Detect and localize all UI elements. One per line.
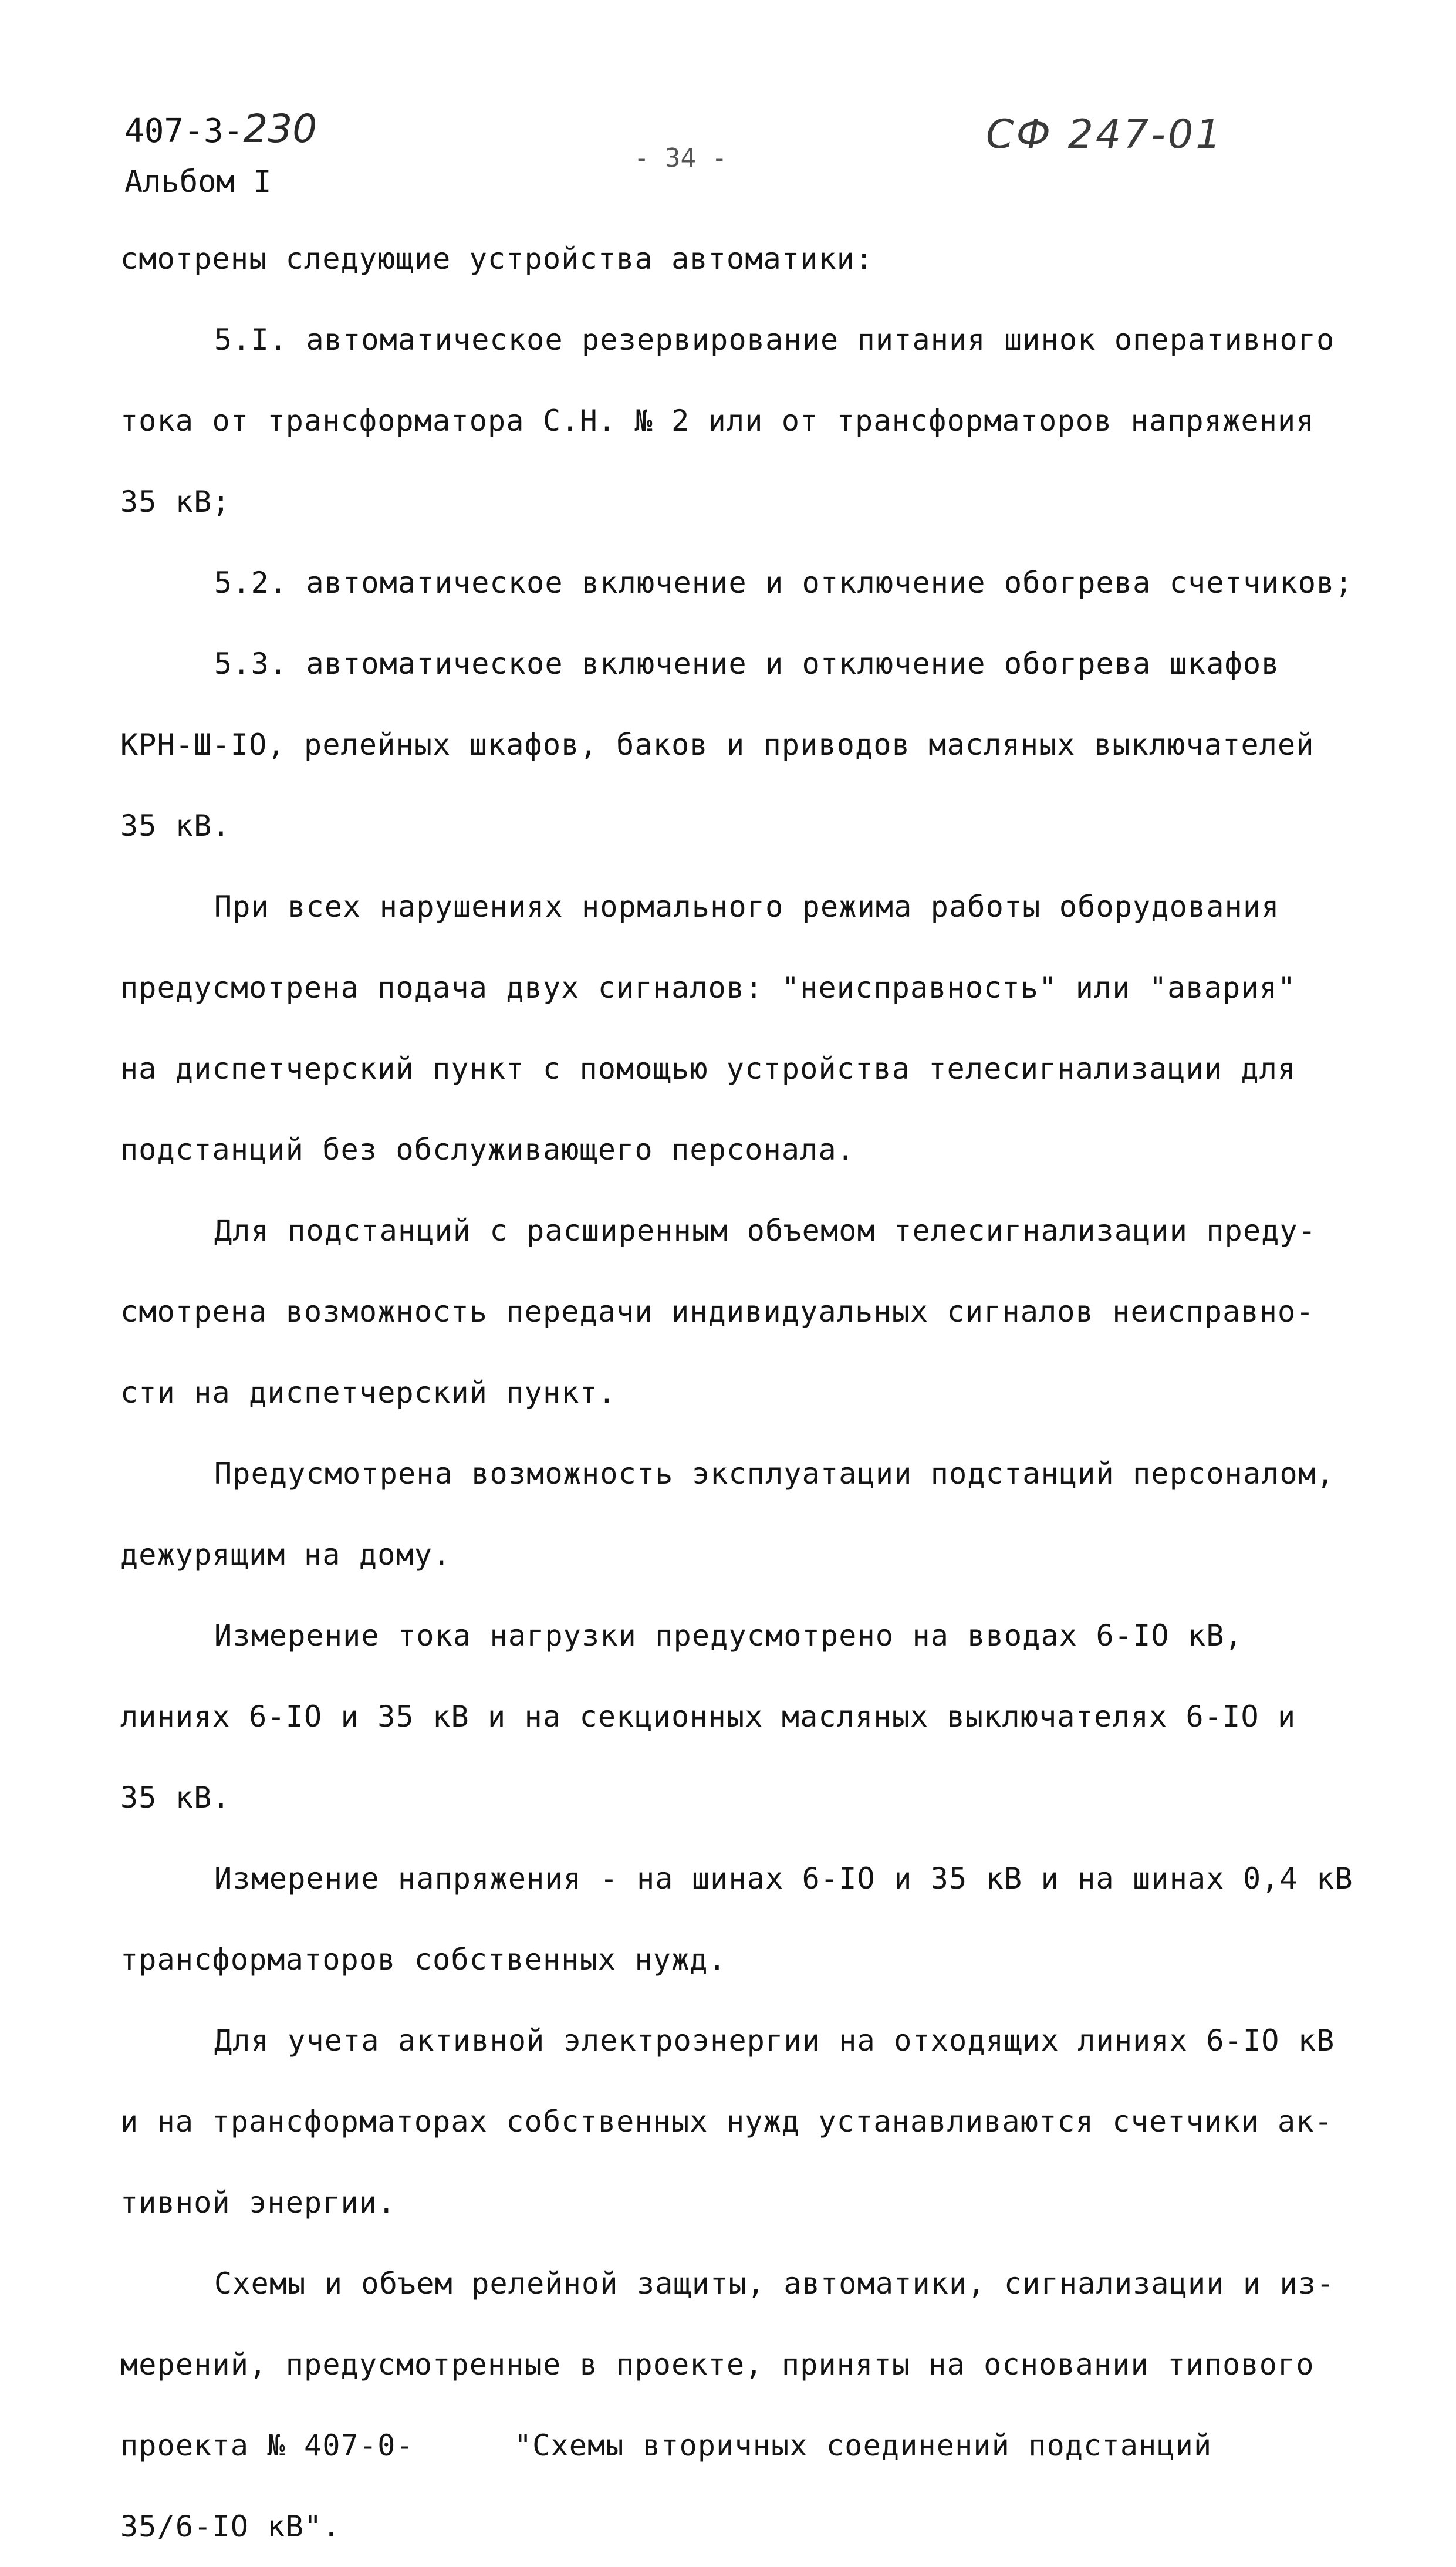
text-line: смотрена возможность передачи индивидуальных сигналов неисправно- — [120, 1295, 1315, 1329]
text-line: 5.I. автоматическое резервирование питания шинок оперативного — [214, 323, 1335, 357]
document-code-printed: 407-3- — [124, 112, 244, 150]
text-line: 35/6-IO кВ". — [120, 2509, 341, 2544]
text-line: При всех нарушениях нормального режима работы оборудования — [214, 890, 1280, 924]
text-line: Измерение тока нагрузки предусмотрено на вводах 6-IO кВ, — [214, 1619, 1243, 1653]
text-line: КРН-Ш-IO, релейных шкафов, баков и приводов масляных выключателей — [120, 728, 1315, 762]
text-line: Для учета активной электроэнергии на отходящих линиях 6-IO кВ — [214, 2024, 1335, 2058]
text-line: 35 кВ. — [120, 809, 231, 843]
project-title: "Схемы вторичных соединений подстанций — [514, 2428, 1212, 2463]
text-line: предусмотрена подача двух сигналов: "неисправность" или "авария" — [120, 971, 1296, 1005]
text-line: Для подстанций с расширенным объемом телесигнализации преду- — [214, 1214, 1317, 1248]
text-line: 35 кВ. — [120, 1781, 231, 1815]
text-line: трансформаторов собственных нужд. — [120, 1943, 727, 1977]
text-line: Схемы и объем релейной защиты, автоматики, сигнализации и из- — [214, 2267, 1335, 2301]
text-line: сти на диспетчерский пункт. — [120, 1376, 617, 1410]
text-line: линиях 6-IO и 35 кВ и на секционных масляных выключателях 6-IO и — [120, 1700, 1296, 1734]
document-code-handwritten: 230 — [243, 106, 317, 151]
document-body — [120, 218, 1359, 2567]
text-line: подстанций без обслуживающего персонала. — [120, 1133, 856, 1167]
text-line: Измерение напряжения - на шинах 6-IO и 35 кВ и на шинах 0,4 кВ — [214, 1862, 1353, 1896]
project-number: проекта № 407-0- — [120, 2428, 414, 2463]
archive-stamp: СФ 247-01 — [986, 112, 1224, 158]
text-line: 5.2. автоматическое включение и отключение обогрева счетчиков; — [214, 566, 1353, 600]
text-line: мерений, предусмотренные в проекте, приняты на основании типового — [120, 2348, 1315, 2382]
page-number: - 34 - — [634, 143, 727, 173]
text-line-with-gap — [120, 2405, 1359, 2486]
text-line: тивной энергии. — [120, 2186, 396, 2220]
text-line: и на трансформаторах собственных нужд устанавливаются счетчики ак- — [120, 2105, 1333, 2139]
document-code — [124, 106, 317, 151]
album-label: Альбом I — [124, 164, 272, 200]
text-line: 5.3. автоматическое включение и отключение обогрева шкафов — [214, 647, 1280, 681]
text-line: смотрены следующие устройства автоматики: — [120, 242, 874, 276]
text-line: на диспетчерский пункт с помощью устройства телесигнализации для — [120, 1052, 1296, 1086]
text-line: 35 кВ; — [120, 485, 231, 519]
text-line: тока от трансформатора С.Н. № 2 или от трансформаторов напряжения — [120, 404, 1315, 438]
text-line: дежурящим на дому. — [120, 1538, 451, 1572]
text-line: Предусмотрена возможность эксплуатации подстанций персоналом, — [214, 1457, 1335, 1491]
